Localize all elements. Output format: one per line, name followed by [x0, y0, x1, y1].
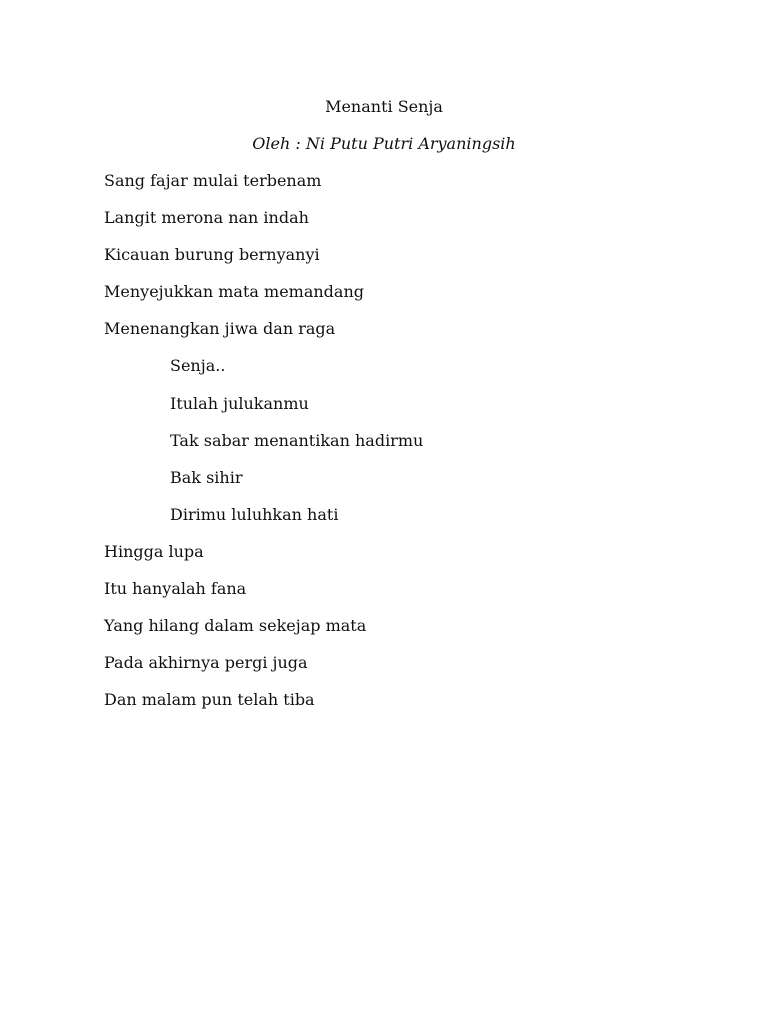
poem-line: Yang hilang dalam sekejap mata — [104, 616, 367, 636]
poem-line: Itu hanyalah fana — [104, 579, 247, 599]
poem-line-indented: Itulah julukanmu — [170, 393, 309, 413]
poem-line: Langit merona nan indah — [104, 208, 309, 228]
poem-line: Kicauan burung bernyanyi — [104, 245, 320, 265]
poem-title: Menanti Senja — [325, 97, 443, 116]
poem-line: Menenangkan jiwa dan raga — [104, 319, 336, 339]
poem-body — [104, 170, 704, 726]
poem-line: Dan malam pun telah tiba — [104, 690, 315, 710]
poem-line-indented: Tak sabar menantikan hadirmu — [170, 430, 424, 450]
poem-line: Sang fajar mulai terbenam — [104, 171, 322, 190]
poem-line-indented: Bak sihir — [170, 467, 243, 487]
poem-line: Menyejukkan mata memandang — [104, 282, 364, 302]
poem-line: Pada akhirnya pergi juga — [104, 653, 308, 673]
poem-line-indented: Dirimu luluhkan hati — [170, 504, 339, 524]
poem-line-indented: Senja.. — [170, 356, 226, 376]
poem-author: Oleh : Ni Putu Putri Aryaningsih — [252, 134, 516, 153]
poem-line: Hingga lupa — [104, 541, 204, 561]
